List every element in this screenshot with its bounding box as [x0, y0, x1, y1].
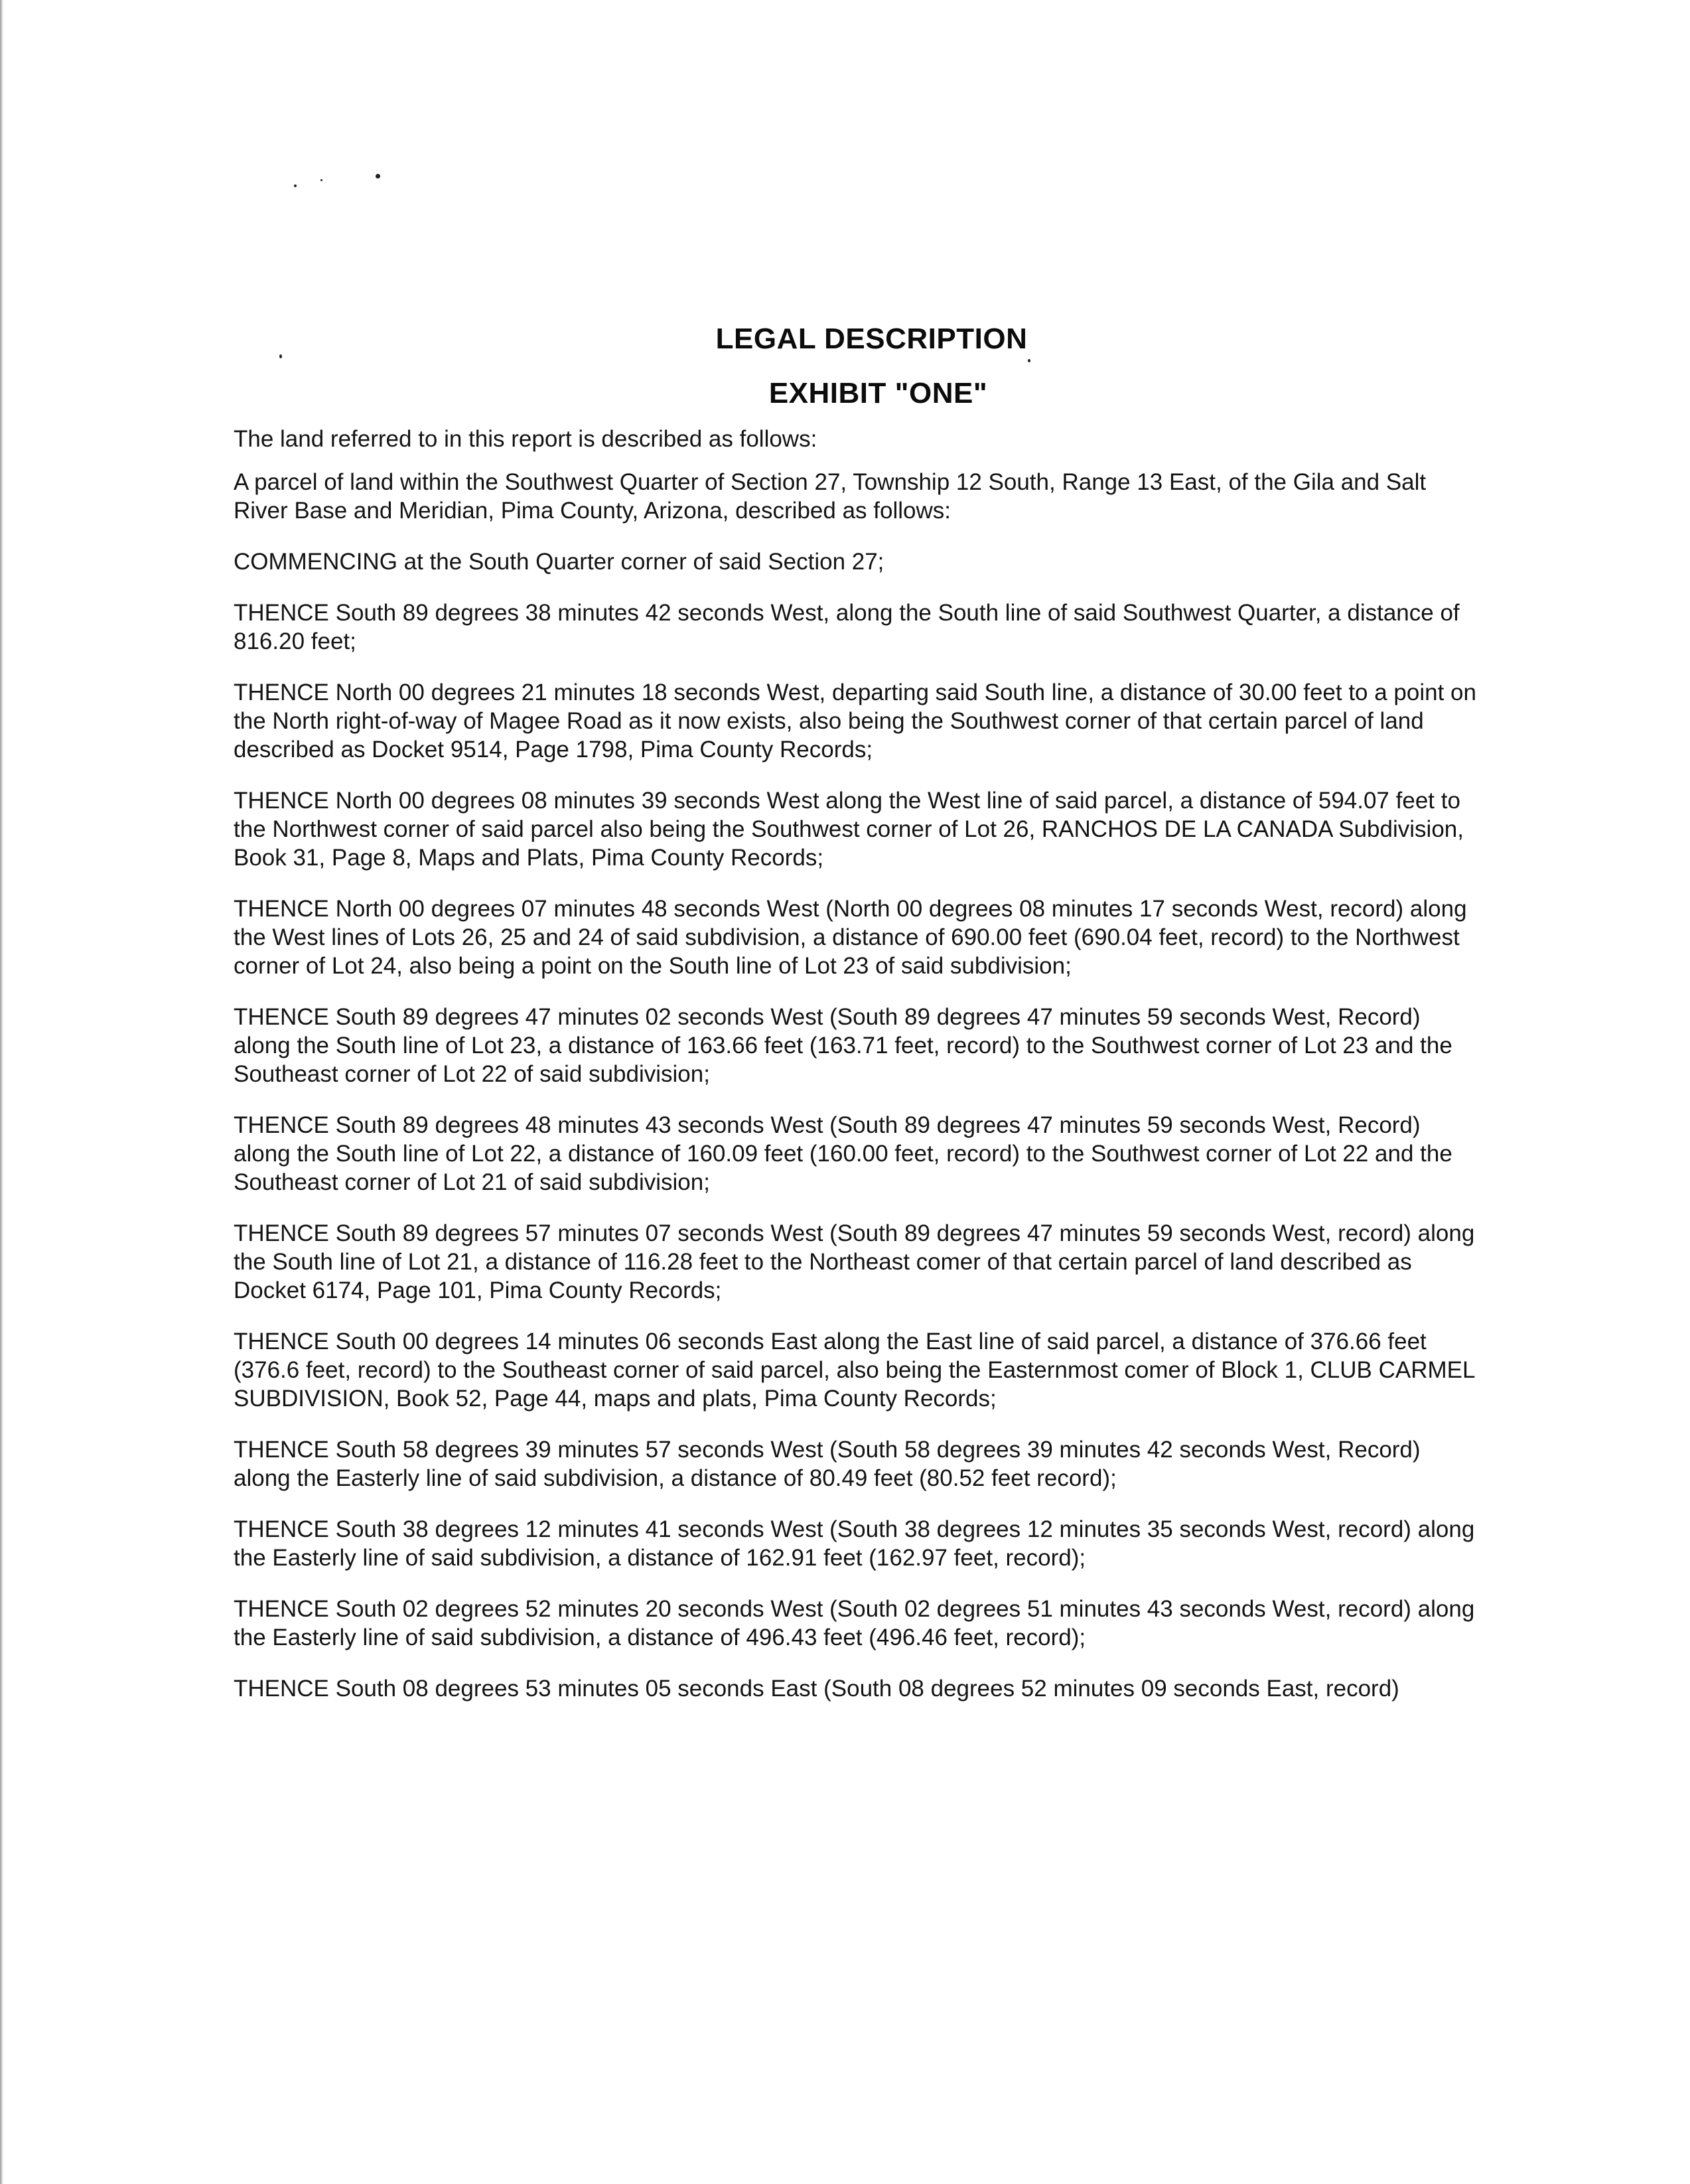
paragraph: COMMENCING at the South Quarter corner of said Section 27;	[234, 549, 884, 575]
paragraph: THENCE North 00 degrees 21 minutes 18 seconds West, departing said South line, a distance of 30.00 feet to a point on the North right-of-way of Magee Road as it now exists, also being the Southwest corner of that certain parcel of land described as Docket 9514, Page 1798, Pima County Records;	[234, 680, 1476, 763]
scan-speck	[294, 184, 297, 187]
paragraph: A parcel of land within the Southwest Quarter of Section 27, Township 12 South, Range 13 East, of the Gila and Salt River Base and Meridian, Pima County, Arizona, described as follows:	[234, 469, 1427, 524]
scan-edge	[0, 0, 3, 2184]
paragraph: THENCE North 00 degrees 08 minutes 39 seconds West along the West line of said parcel, a distance of 594.07 feet to the Northwest corner of said parcel also being the Southwest corner of Lot 26, RANCHOS DE LA CANADA Subdivision, Book 31, Page 8, Maps and Plats, Pima County Records;	[234, 788, 1464, 871]
paragraph: THENCE South 89 degrees 57 minutes 07 seconds West (South 89 degrees 47 minutes 59 seconds West, record) along the South line of Lot 21, a distance of 116.28 feet to the Northeast comer of that certain parcel of land described as Docket 6174, Page 101, Pima County Records;	[234, 1220, 1475, 1303]
page-subtitle: EXHIBIT "ONE"	[768, 377, 988, 409]
paragraph: THENCE South 89 degrees 47 minutes 02 seconds West (South 89 degrees 47 minutes 59 seconds West, Record) along the South line of Lot 23, a distance of 163.66 feet (163.71 feet, record) to the Southwest corner of Lot 23 and the Southeast corner of Lot 22 of said subdivision;	[234, 1004, 1452, 1087]
paragraph: THENCE South 02 degrees 52 minutes 20 seconds West (South 02 degrees 51 minutes 43 seconds West, record) along the Easterly line of said subdivision, a distance of 496.43 feet (496.46 feet, record);	[234, 1596, 1475, 1650]
paragraph: The land referred to in this report is described as follows:	[234, 426, 817, 452]
paragraph: THENCE South 58 degrees 39 minutes 57 seconds West (South 58 degrees 39 minutes 42 seconds West, Record) along the Easterly line of said subdivision, a distance of 80.49 feet (80.52 feet record);	[234, 1437, 1421, 1491]
paragraph: THENCE South 08 degrees 53 minutes 05 seconds East (South 08 degrees 52 minutes 09 seconds East, record)	[234, 1676, 1399, 1702]
scan-speck	[1028, 359, 1030, 362]
paragraph: THENCE South 38 degrees 12 minutes 41 seconds West (South 38 degrees 12 minutes 35 seconds West, record) along the Easterly line of said subdivision, a distance of 162.91 feet (162.97 feet, record);	[234, 1516, 1475, 1571]
paragraph: THENCE South 89 degrees 48 minutes 43 seconds West (South 89 degrees 47 minutes 59 seconds West, Record) along the South line of Lot 22, a distance of 160.09 feet (160.00 feet, record) to the Southwest corner of Lot 22 and the Southeast corner of Lot 21 of said subdivision;	[234, 1112, 1452, 1195]
paragraph: THENCE South 00 degrees 14 minutes 06 seconds East along the East line of said parcel, a distance of 376.66 feet (376.6 feet, record) to the Southeast corner of said parcel, also being the Easternmost comer of Block 1, CLUB CARMEL SUBDIVISION, Book 52, Page 44, maps and plats, Pima County Records;	[234, 1329, 1475, 1412]
paragraph: THENCE South 89 degrees 38 minutes 42 seconds West, along the South line of said Southwest Quarter, a distance of 816.20 feet;	[234, 600, 1460, 654]
page-title: LEGAL DESCRIPTION	[715, 323, 1028, 355]
legal-description-body	[234, 425, 1481, 1725]
paragraph: THENCE North 00 degrees 07 minutes 48 seconds West (North 00 degrees 08 minutes 17 seconds West, record) along the West lines of Lots 26, 25 and 24 of said subdivision, a distance of 690.00 feet (690.04 feet, record) to the Northwest corner of Lot 24, also being a point on the South line of Lot 23 of said subdivision;	[234, 896, 1467, 979]
scan-speck	[320, 179, 322, 181]
scan-speck	[376, 174, 380, 179]
